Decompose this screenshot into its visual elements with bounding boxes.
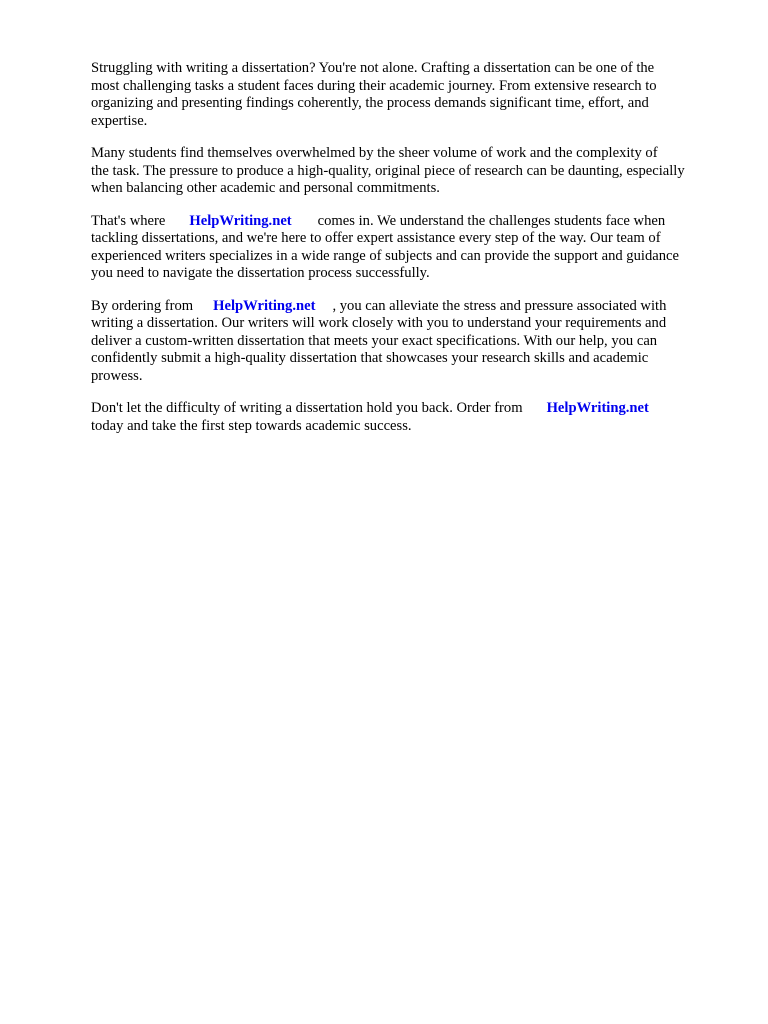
document-body <box>91 60 731 450</box>
text-line: when balancing other academic and personal commitments. <box>91 180 440 196</box>
text-line: expertise. <box>91 112 148 129</box>
text-line: today and take the first step towards academic success. <box>91 417 412 434</box>
helpwriting-link[interactable]: HelpWriting.net <box>546 400 649 416</box>
paragraph-intro <box>91 60 731 130</box>
text-segment: Don't let the difficulty of writing a dissertation hold you back. Order from <box>91 400 523 416</box>
text-line: tackling dissertations, and we're here to offer expert assistance every step of the way. Our team of <box>91 230 661 246</box>
text-segment: That's where <box>91 212 166 229</box>
text-line: experienced writers specializes in a wide range of subjects and can provide the support and guidance <box>91 247 679 264</box>
text-line: deliver a custom-written dissertation that meets your exact specifications. With our help, you can <box>91 332 658 349</box>
paragraph-overwhelmed <box>91 145 731 198</box>
text-line: Many students find themselves overwhelmed by the sheer volume of work and the complexity of <box>91 145 658 161</box>
text-line: confidently submit a high-quality dissertation that showcases your research skills and academic <box>91 350 649 366</box>
text-line: organizing and presenting findings coherently, the process demands significant time, effort, and <box>91 95 649 111</box>
paragraph-thats-where <box>91 213 731 283</box>
text-line: you need to navigate the dissertation process successfully. <box>91 265 430 281</box>
text-segment: comes in. We understand the challenges students face when <box>317 212 666 229</box>
text-line: prowess. <box>91 367 143 384</box>
text-line: Struggling with writing a dissertation? You're not alone. Crafting a dissertation can be one of the <box>91 60 655 76</box>
text-line: the task. The pressure to produce a high-quality, original piece of research can be daunting, especially <box>91 162 685 179</box>
text-line: writing a dissertation. Our writers will work closely with you to understand your requirements and <box>91 315 667 331</box>
text-segment: By ordering from <box>91 297 194 314</box>
text-segment: , you can alleviate the stress and pressure associated with <box>332 297 667 314</box>
paragraph-ordering <box>91 298 731 386</box>
text-line <box>91 213 731 231</box>
paragraph-call-to-action <box>91 400 731 435</box>
helpwriting-link[interactable]: HelpWriting.net <box>189 212 292 229</box>
helpwriting-link[interactable]: HelpWriting.net <box>213 297 316 314</box>
text-line <box>91 298 731 316</box>
text-line <box>91 400 731 418</box>
text-line: most challenging tasks a student faces during their academic journey. From extensive research to <box>91 77 657 94</box>
